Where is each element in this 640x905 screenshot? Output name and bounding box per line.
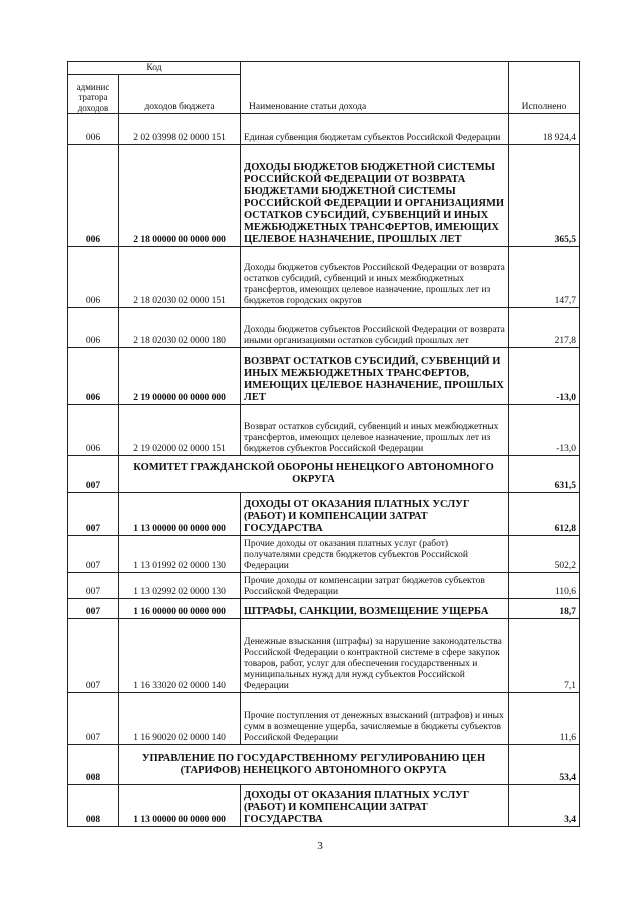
row-amount: 612,8	[509, 493, 580, 536]
admin-code: 007	[68, 536, 119, 573]
table-row	[68, 536, 580, 573]
row-amount: 147,7	[509, 247, 580, 308]
row-amount: 631,5	[509, 456, 580, 493]
admin-code: 007	[68, 693, 119, 745]
budget-code: 1 13 01992 02 0000 130	[119, 536, 241, 573]
row-amount: 110,6	[509, 573, 580, 599]
admin-code: 007	[68, 573, 119, 599]
admin-code: 006	[68, 247, 119, 308]
table-row	[68, 348, 580, 405]
row-description: Прочие доходы от оказания платных услуг (работ) получателями средств бюджетов субъектов Российской Федерации	[241, 536, 509, 573]
row-amount: 11,6	[509, 693, 580, 745]
org-row	[68, 745, 580, 785]
budget-code: 2 18 00000 00 0000 000	[119, 145, 241, 247]
table-row	[68, 145, 580, 247]
budget-code: 1 13 00000 00 0000 000	[119, 785, 241, 827]
row-description: Единая субвенция бюджетам субъектов Российской Федерации	[241, 114, 509, 145]
header-name: Наименование статьи дохода	[241, 62, 509, 114]
admin-code: 006	[68, 145, 119, 247]
budget-code: 2 18 02030 02 0000 151	[119, 247, 241, 308]
table-row	[68, 619, 580, 693]
row-amount: 365,5	[509, 145, 580, 247]
admin-code: 008	[68, 785, 119, 827]
row-description: Доходы бюджетов субъектов Российской Федерации от возврата иными организациями остатков субсидий прошлых лет	[241, 308, 509, 348]
row-amount: 18 924,4	[509, 114, 580, 145]
row-description: Прочие доходы от компенсации затрат бюджетов субъектов Российской Федерации	[241, 573, 509, 599]
table-row	[68, 247, 580, 308]
row-amount: 3,4	[509, 785, 580, 827]
table-row	[68, 493, 580, 536]
row-description: ДОХОДЫ ОТ ОКАЗАНИЯ ПЛАТНЫХ УСЛУГ (РАБОТ) И КОМПЕНСАЦИИ ЗАТРАТ ГОСУДАРСТВА	[241, 493, 509, 536]
table-row	[68, 785, 580, 827]
org-name: КОМИТЕТ ГРАЖДАНСКОЙ ОБОРОНЫ НЕНЕЦКОГО АВТОНОМНОГО ОКРУГА	[119, 456, 509, 493]
row-description: Денежные взыскания (штрафы) за нарушение законодательства Российской Федерации о контрактной системе в сфере закупок товаров, работ, услуг для обеспечения государственных и муниципальных нужд для нужд субъектов Российской Федерации	[241, 619, 509, 693]
table-row	[68, 573, 580, 599]
budget-code: 1 16 33020 02 0000 140	[119, 619, 241, 693]
row-description: ШТРАФЫ, САНКЦИИ, ВОЗМЕЩЕНИЕ УЩЕРБА	[241, 599, 509, 619]
admin-code: 006	[68, 348, 119, 405]
admin-code: 007	[68, 599, 119, 619]
page-number: 3	[317, 840, 323, 852]
header-budget-code: доходов бюджета	[119, 75, 241, 114]
budget-code: 2 18 02030 02 0000 180	[119, 308, 241, 348]
table-row	[68, 405, 580, 456]
row-amount: 217,8	[509, 308, 580, 348]
budget-code: 1 16 00000 00 0000 000	[119, 599, 241, 619]
table-row	[68, 693, 580, 745]
row-description: Прочие поступления от денежных взысканий (штрафов) и иных сумм в возмещение ущерба, зачисляемые в бюджеты субъектов Российской Федерации	[241, 693, 509, 745]
row-description: Доходы бюджетов субъектов Российской Федерации от возврата остатков субсидий, субвенций и иных межбюджетных трансфертов, имеющих целевое назначение, прошлых лет из бюджетов городских округов	[241, 247, 509, 308]
table-row	[68, 308, 580, 348]
org-row	[68, 456, 580, 493]
budget-code: 1 13 02992 02 0000 130	[119, 573, 241, 599]
table-row	[68, 599, 580, 619]
header-code: Код	[68, 62, 241, 75]
budget-code: 1 16 90020 02 0000 140	[119, 693, 241, 745]
header-row-top	[68, 62, 580, 75]
row-description: Возврат остатков субсидий, субвенций и иных межбюджетных трансфертов, имеющих целевое назначение, прошлых лет из бюджетов субъектов Российской Федерации	[241, 405, 509, 456]
admin-code: 006	[68, 405, 119, 456]
budget-code: 2 19 00000 00 0000 000	[119, 348, 241, 405]
row-amount: 18,7	[509, 599, 580, 619]
budget-code: 2 02 03998 02 0000 151	[119, 114, 241, 145]
row-amount: -13,0	[509, 405, 580, 456]
row-amount: -13,0	[509, 348, 580, 405]
header-executed: Исполнено	[509, 62, 580, 114]
row-amount: 7,1	[509, 619, 580, 693]
budget-code: 1 13 00000 00 0000 000	[119, 493, 241, 536]
revenue-table	[67, 61, 580, 827]
row-amount: 502,2	[509, 536, 580, 573]
row-description: ВОЗВРАТ ОСТАТКОВ СУБСИДИЙ, СУБВЕНЦИЙ И ИНЫХ МЕЖБЮДЖЕТНЫХ ТРАНСФЕРТОВ, ИМЕЮЩИХ ЦЕЛЕВОЕ НАЗНАЧЕНИЕ, ПРОШЛЫХ ЛЕТ	[241, 348, 509, 405]
budget-code: 2 19 02000 02 0000 151	[119, 405, 241, 456]
row-description: ДОХОДЫ ОТ ОКАЗАНИЯ ПЛАТНЫХ УСЛУГ (РАБОТ) И КОМПЕНСАЦИИ ЗАТРАТ ГОСУДАРСТВА	[241, 785, 509, 827]
admin-code: 007	[68, 456, 119, 493]
row-amount: 53,4	[509, 745, 580, 785]
table-row	[68, 114, 580, 145]
admin-code: 006	[68, 308, 119, 348]
admin-code: 006	[68, 114, 119, 145]
admin-code: 007	[68, 493, 119, 536]
admin-code: 008	[68, 745, 119, 785]
header-admin: админис тратора доходов	[68, 75, 119, 114]
row-description: ДОХОДЫ БЮДЖЕТОВ БЮДЖЕТНОЙ СИСТЕМЫ РОССИЙСКОЙ ФЕДЕРАЦИИ ОТ ВОЗВРАТА БЮДЖЕТАМИ БЮДЖЕТНОЙ СИСТЕМЫ РОССИЙСКОЙ ФЕДЕРАЦИИ И ОРГАНИЗАЦИЯМИ ОСТАТКОВ СУБСИДИЙ, СУБВЕНЦИЙ И ИНЫХ МЕЖБЮДЖЕТНЫХ ТРАНСФЕРТОВ, ИМЕЮЩИХ ЦЕЛЕВОЕ НАЗНАЧЕНИЕ, ПРОШЛЫХ ЛЕТ	[241, 145, 509, 247]
org-name: УПРАВЛЕНИЕ ПО ГОСУДАРСТВЕННОМУ РЕГУЛИРОВАНИЮ ЦЕН (ТАРИФОВ) НЕНЕЦКОГО АВТОНОМНОГО ОКРУГА	[119, 745, 509, 785]
admin-code: 007	[68, 619, 119, 693]
